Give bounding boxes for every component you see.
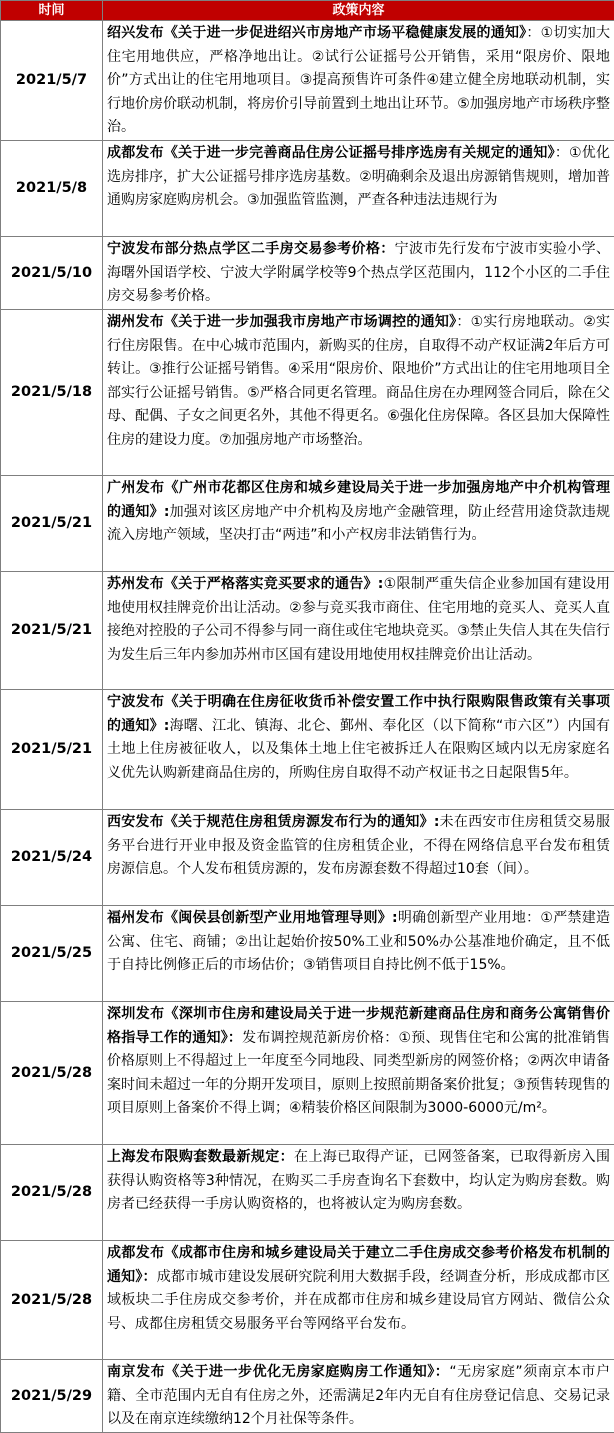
table-row xyxy=(1,809,614,905)
row-content xyxy=(103,1359,614,1432)
policy-title: 宁波发布《关于明确在住房征收货币补偿安置工作中执行限购限售政策有关事项的通知》: xyxy=(107,694,610,734)
policy-title: 成都发布《成都市住房和城乡建设局关于建立二手住房成交参考价格发布机制的通知》： xyxy=(107,1245,610,1285)
row-date: 2021/5/7 xyxy=(1,21,103,141)
policy-body: 未在西安市住房租赁交易服务平台进行开业申报及资金监管的住房租赁企业，不得在网络信息平台发布租赁房源信息。个人发布租赁房源的，发布房源套数不得超过10套（间）。 xyxy=(107,814,610,877)
row-content xyxy=(103,809,614,905)
row-content xyxy=(103,1144,614,1240)
header-content: 政策内容 xyxy=(103,1,614,21)
policy-title: 福州发布《闽侯县创新型产业用地管理导则》: xyxy=(107,910,398,926)
policy-title: 成都发布《关于进一步完善商品住房公证摇号排序选房有关规定的通知》 xyxy=(107,145,555,161)
row-content xyxy=(103,1240,614,1359)
table-row xyxy=(1,571,614,689)
policy-body: 加强对该区房地产中介机构及房地产金融管理，防止经营用途贷款违规流入房地产领域，坚决打击“两违”和小产权房非法销售行为。 xyxy=(107,504,610,544)
row-date: 2021/5/8 xyxy=(1,140,103,236)
policy-body: “无房家庭”须南京本市户籍、全市范围内无自有住房之外，还需满足2年内无自有住房登记信息、交易记录以及在南京连续缴纳12个月社保等条件。 xyxy=(107,1364,610,1427)
policy-title: 绍兴发布《关于进一步促进绍兴市房地产市场平稳健康发展的通知》 xyxy=(107,25,526,41)
row-content xyxy=(103,1001,614,1144)
row-content xyxy=(103,236,614,309)
table-row xyxy=(1,475,614,571)
policy-body: 在上海已取得产证，已网签备案，已取得新房入围获得认购资格等3种情况，在购买二手房查询名下套数中，均认定为购房套数。购房者已经获得一手房认购资格的，也将被认定为购房套数。 xyxy=(107,1149,610,1212)
table-row xyxy=(1,689,614,809)
row-content xyxy=(103,140,614,236)
table-row xyxy=(1,905,614,1001)
policy-body: 明确创新型产业用地：①严禁建造公寓、住宅、商铺；②出让起始价按50%工业和50%办公基准地价确定，且不低于自持比例修正后的市场估价；③销售项目自持比例不低于15%。 xyxy=(107,910,610,973)
policy-title: 南京发布《关于进一步优化无房家庭购房工作通知》： xyxy=(107,1364,449,1380)
policy-title: 上海发布限购套数最新规定： xyxy=(107,1149,294,1165)
policy-title: 宁波发布部分热点学区二手房交易参考价格： xyxy=(107,241,395,257)
row-date: 2021/5/28 xyxy=(1,1144,103,1240)
row-content xyxy=(103,475,614,571)
header-date: 时间 xyxy=(1,1,103,21)
row-date: 2021/5/28 xyxy=(1,1001,103,1144)
policy-body: ：①切实加大住宅用地供应，严格净地出让。②试行公证摇号公开销售，采用“限房价、限地价”方式出让的住宅用地项目。③提高预售许可条件④建立健全房地联动机制，实行地价房价联动机制，将房价引导前置到土地出让环节。⑤加强房地产市场秩序整治。 xyxy=(107,25,610,135)
policy-body: 海曙、江北、镇海、北仑、鄞州、奉化区（以下简称“市六区”）内国有土地上住房被征收人，以及集体土地上住宅被拆迁人在限购区域内以无房家庭名义优先认购新建商品住房的，所购住房自取得不动产权证书之日起限售5年。 xyxy=(107,718,610,781)
table-row xyxy=(1,1001,614,1144)
row-content xyxy=(103,571,614,689)
row-date: 2021/5/18 xyxy=(1,309,103,475)
row-date: 2021/5/21 xyxy=(1,475,103,571)
row-date: 2021/5/21 xyxy=(1,571,103,689)
table-row xyxy=(1,236,614,309)
row-date: 2021/5/25 xyxy=(1,905,103,1001)
policy-title: 深圳发布《深圳市住房和建设局关于进一步规范新建商品住房和商务公寓销售价格指导工作的通知》： xyxy=(107,1006,610,1046)
row-content xyxy=(103,905,614,1001)
policy-title: 湖州发布《关于进一步加强我市房地产市场调控的通知》 xyxy=(107,314,456,330)
policy-title: 西安发布《关于规范住房租赁房源发布行为的通知》: xyxy=(107,814,439,830)
table-row xyxy=(1,140,614,236)
policy-body: ：①优化选房排序，扩大公证摇号排序选房基数。②明确剩余及退出房源销售规则，增加普通购房家庭购房机会。③加强监管监测，严查各种违法违规行为 xyxy=(107,145,610,208)
policy-body: 宁波市先行发布宁波市实验小学、海曙外国语学校、宁波大学附属学校等9个热点学区范围内，112个小区的二手住房交易参考价格。 xyxy=(107,241,610,304)
row-content xyxy=(103,309,614,475)
table-row xyxy=(1,309,614,475)
row-date: 2021/5/29 xyxy=(1,1359,103,1432)
row-date: 2021/5/10 xyxy=(1,236,103,309)
policy-title: 苏州发布《关于严格落实竞买要求的通告》: xyxy=(107,576,383,592)
table-row xyxy=(1,1240,614,1359)
row-content xyxy=(103,689,614,809)
header-row xyxy=(1,1,614,21)
policy-body: ①限制严重失信企业参加国有建设用地使用权挂牌竞价出让活动。②参与竞买我市商住、住宅用地的竞买人、竞买人直接绝对控股的子公司不得参与同一商住或住宅地块竞买。③禁止失信人其在失信行为发生后三年内参加苏州市区国有建设用地使用权挂牌竞价出让活动。 xyxy=(107,576,610,663)
policy-body: 成都市城市建设发展研究院利用大数据手段，经调查分析，形成成都市区域板块二手住房成交参考价，并在成都市住房和城乡建设局官方网站、微信公众号、成都住房租赁交易服务平台等网络平台发布。 xyxy=(107,1269,610,1332)
row-date: 2021/5/28 xyxy=(1,1240,103,1359)
table-row xyxy=(1,21,614,141)
policy-body: 发布调控规范新房价格：①预、现售住宅和公寓的批准销售价格原则上不得超过上一年度至今同地段、同类型新房的网签价格；②两次申请备案时间未超过一年的分期开发项目，原则上按照前期备案价批复；③预售转现售的项目原则上备案价不得上调；④精装价格区间限制为3000-6000元/m²。 xyxy=(107,1030,610,1117)
policy-body: ：①实行房地联动。②实行住房限售。在中心城市范围内，新购买的住房，自取得不动产权证满2年后方可转让。③推行公证摇号销售。④采用“限房价、限地价”方式出让的住宅用地项目全部实行公证摇号销售。⑤严格合同更名管理。商品住房在办理网签合同后，除在父母、配偶、子女之间更名外，其他不得更名。⑥强化住房保障。各区县加大保障性住房的建设力度。⑦加强房地产市场整治。 xyxy=(107,314,610,448)
policy-title: 广州发布《广州市花都区住房和城乡建设局关于进一步加强房地产中介机构管理的通知》: xyxy=(107,480,610,520)
table-row xyxy=(1,1359,614,1432)
table-row xyxy=(1,1144,614,1240)
row-date: 2021/5/21 xyxy=(1,689,103,809)
row-date: 2021/5/24 xyxy=(1,809,103,905)
row-content xyxy=(103,21,614,141)
